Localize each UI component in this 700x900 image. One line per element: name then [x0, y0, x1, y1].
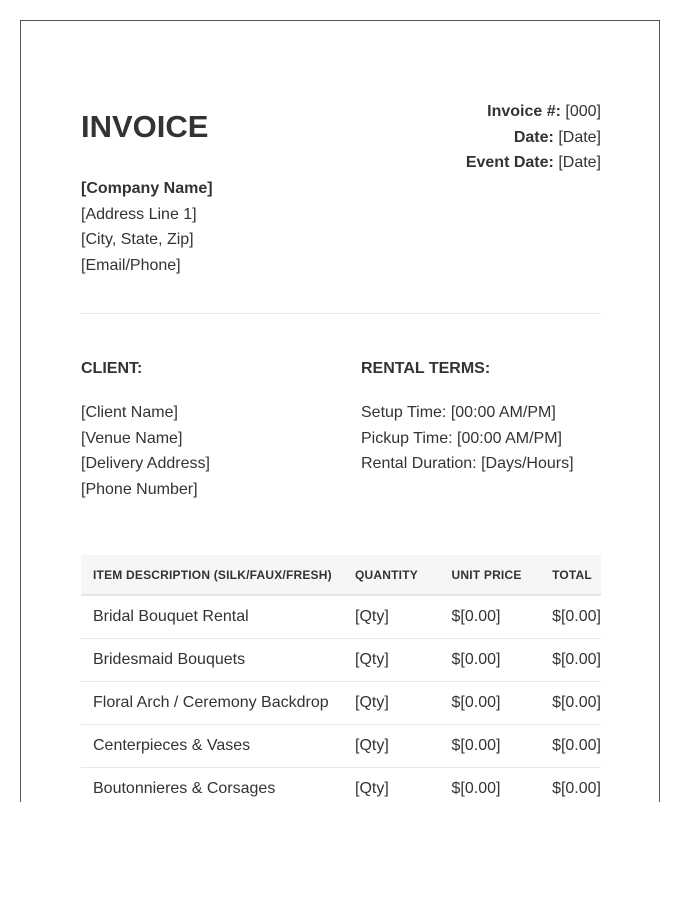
- invoice-date-line: [466, 125, 601, 151]
- invoice-date-label: Date:: [513, 128, 554, 146]
- item-quantity: [Qty]: [343, 768, 440, 803]
- item-total: $[0.00]: [540, 682, 601, 725]
- invoice-meta: [466, 99, 601, 176]
- item-total: $[0.00]: [540, 639, 601, 682]
- invoice-title: INVOICE: [81, 109, 209, 144]
- header-total: TOTAL: [540, 555, 601, 595]
- item-quantity: [Qty]: [343, 682, 440, 725]
- item-quantity: [Qty]: [343, 639, 440, 682]
- table-row: [81, 768, 601, 803]
- header-item-description: ITEM DESCRIPTION (SILK/FAUX/FRESH): [81, 555, 343, 595]
- items-table: [81, 555, 601, 802]
- invoice-date-value: [Date]: [558, 128, 601, 146]
- table-row: [81, 595, 601, 639]
- table-row: [81, 639, 601, 682]
- event-date-label: Event Date:: [465, 154, 554, 171]
- item-description: Floral Arch / Ceremony Backdrop: [81, 682, 343, 725]
- client-name: [Client Name]: [81, 404, 178, 421]
- table-header-row: [81, 555, 601, 595]
- client-venue: [Venue Name]: [81, 429, 183, 447]
- invoice-page: [20, 20, 660, 802]
- item-total: $[0.00]: [540, 595, 601, 639]
- item-description: Bridal Bouquet Rental: [81, 595, 343, 639]
- client-heading: CLIENT:: [81, 360, 143, 377]
- event-date-line: [466, 150, 601, 176]
- invoice-number-label: Invoice #:: [487, 103, 561, 120]
- header-divider: [81, 313, 601, 314]
- invoice-number-line: [466, 99, 601, 125]
- company-contact: [Email/Phone]: [81, 256, 181, 274]
- company-block: [81, 176, 213, 278]
- item-unit-price: $[0.00]: [440, 682, 541, 725]
- event-date-value: [Date]: [558, 154, 601, 171]
- invoice-number-value: [000]: [565, 103, 601, 120]
- company-city: [City, State, Zip]: [81, 231, 194, 248]
- item-quantity: [Qty]: [343, 725, 440, 768]
- item-description: Bridesmaid Bouquets: [81, 639, 343, 682]
- table-row: [81, 725, 601, 768]
- item-quantity: [Qty]: [343, 595, 440, 639]
- table-row: [81, 682, 601, 725]
- item-unit-price: $[0.00]: [440, 639, 541, 682]
- header-quantity: QUANTITY: [343, 555, 440, 595]
- rental-terms-block: [361, 359, 574, 477]
- item-unit-price: $[0.00]: [440, 768, 541, 803]
- item-total: $[0.00]: [540, 768, 601, 803]
- setup-time: Setup Time: [00:00 AM/PM]: [361, 404, 556, 421]
- pickup-time: Pickup Time: [00:00 AM/PM]: [361, 429, 562, 447]
- client-phone: [Phone Number]: [81, 481, 198, 499]
- company-address: [Address Line 1]: [81, 205, 197, 223]
- company-name: [Company Name]: [81, 180, 213, 197]
- header-unit-price: UNIT PRICE: [440, 555, 541, 595]
- item-description: Centerpieces & Vases: [81, 725, 343, 768]
- rental-duration: Rental Duration: [Days/Hours]: [361, 455, 574, 473]
- client-address: [Delivery Address]: [81, 455, 210, 473]
- item-unit-price: $[0.00]: [440, 595, 541, 639]
- item-unit-price: $[0.00]: [440, 725, 541, 768]
- client-block: [81, 359, 210, 503]
- rental-terms-heading: RENTAL TERMS:: [361, 360, 491, 377]
- item-total: $[0.00]: [540, 725, 601, 768]
- item-description: Boutonnieres & Corsages: [81, 768, 343, 803]
